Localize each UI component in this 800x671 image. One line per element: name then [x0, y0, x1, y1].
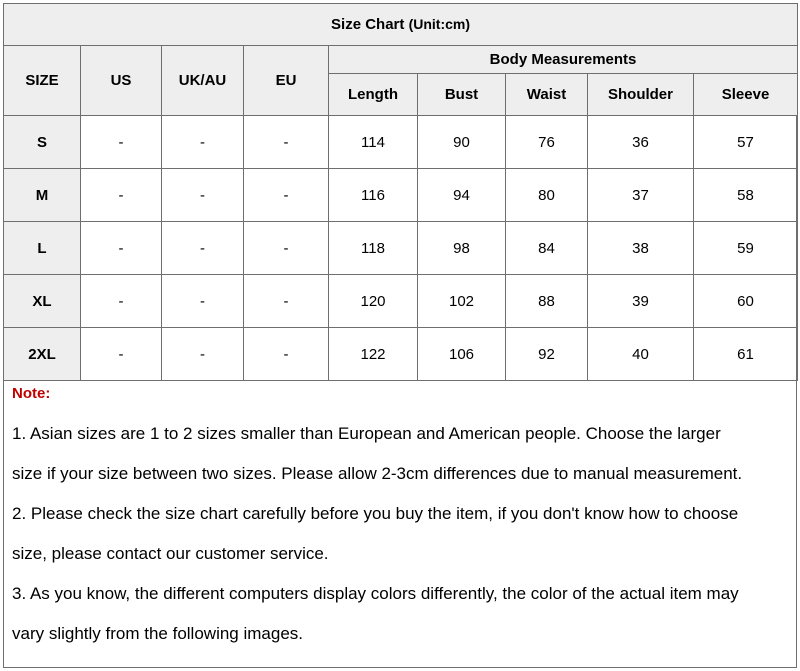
cell-size: 2XL: [4, 328, 81, 381]
cell-bust: 90: [418, 116, 506, 169]
cell-size: S: [4, 116, 81, 169]
cell-shoulder: 40: [588, 328, 694, 381]
cell-waist: 80: [506, 169, 588, 222]
cell-shoulder: 38: [588, 222, 694, 275]
chart-title-cell: [4, 4, 798, 46]
table-row: [4, 169, 798, 222]
cell-eu: -: [244, 275, 329, 328]
cell-bust: 106: [418, 328, 506, 381]
cell-length: 120: [329, 275, 418, 328]
cell-size: L: [4, 222, 81, 275]
note-line: 2. Please check the size chart carefully before you buy the item, if you don't know how to choose: [12, 504, 739, 523]
cell-sleeve: 59: [694, 222, 798, 275]
cell-size: M: [4, 169, 81, 222]
note-line: 3. As you know, the different computers display colors differently, the color of the actual item may: [12, 584, 739, 603]
cell-ukau: -: [162, 222, 244, 275]
header-body-measurements: Body Measurements: [329, 46, 798, 74]
header-bust: Bust: [418, 74, 506, 116]
note-line: size if your size between two sizes. Please allow 2-3cm differences due to manual measurement.: [12, 464, 743, 483]
table-row: [4, 222, 798, 275]
cell-length: 116: [329, 169, 418, 222]
chart-title: Size Chart: [331, 16, 405, 33]
cell-bust: 94: [418, 169, 506, 222]
cell-shoulder: 37: [588, 169, 694, 222]
cell-eu: -: [244, 222, 329, 275]
notes-section: [12, 374, 792, 654]
table-row: [4, 328, 798, 381]
table-row: [4, 275, 798, 328]
cell-ukau: -: [162, 169, 244, 222]
header-ukau: UK/AU: [162, 46, 244, 116]
cell-us: -: [81, 116, 162, 169]
cell-eu: -: [244, 328, 329, 381]
cell-sleeve: 58: [694, 169, 798, 222]
cell-sleeve: 61: [694, 328, 798, 381]
cell-waist: 84: [506, 222, 588, 275]
header-waist: Waist: [506, 74, 588, 116]
cell-eu: -: [244, 116, 329, 169]
table-row: [4, 116, 798, 169]
cell-ukau: -: [162, 116, 244, 169]
cell-ukau: -: [162, 328, 244, 381]
cell-us: -: [81, 222, 162, 275]
chart-unit: (Unit:cm): [408, 16, 470, 32]
cell-length: 118: [329, 222, 418, 275]
header-size: SIZE: [4, 46, 81, 116]
table-body: [4, 116, 798, 381]
cell-sleeve: 60: [694, 275, 798, 328]
header-shoulder: Shoulder: [588, 74, 694, 116]
cell-waist: 92: [506, 328, 588, 381]
note-title: Note:: [12, 385, 51, 402]
note-line: 1. Asian sizes are 1 to 2 sizes smaller than European and American people. Choose the larger: [12, 424, 721, 443]
cell-eu: -: [244, 169, 329, 222]
note-line: vary slightly from the following images.: [12, 624, 304, 643]
cell-ukau: -: [162, 275, 244, 328]
cell-bust: 98: [418, 222, 506, 275]
cell-waist: 88: [506, 275, 588, 328]
size-chart-table: [3, 3, 798, 381]
cell-us: -: [81, 275, 162, 328]
note-line: size, please contact our customer service.: [12, 544, 329, 563]
header-eu: EU: [244, 46, 329, 116]
cell-bust: 102: [418, 275, 506, 328]
cell-waist: 76: [506, 116, 588, 169]
cell-shoulder: 36: [588, 116, 694, 169]
cell-sleeve: 57: [694, 116, 798, 169]
cell-size: XL: [4, 275, 81, 328]
header-sleeve: Sleeve: [694, 74, 798, 116]
cell-shoulder: 39: [588, 275, 694, 328]
header-us: US: [81, 46, 162, 116]
cell-us: -: [81, 169, 162, 222]
header-length: Length: [329, 74, 418, 116]
cell-us: -: [81, 328, 162, 381]
cell-length: 114: [329, 116, 418, 169]
cell-length: 122: [329, 328, 418, 381]
